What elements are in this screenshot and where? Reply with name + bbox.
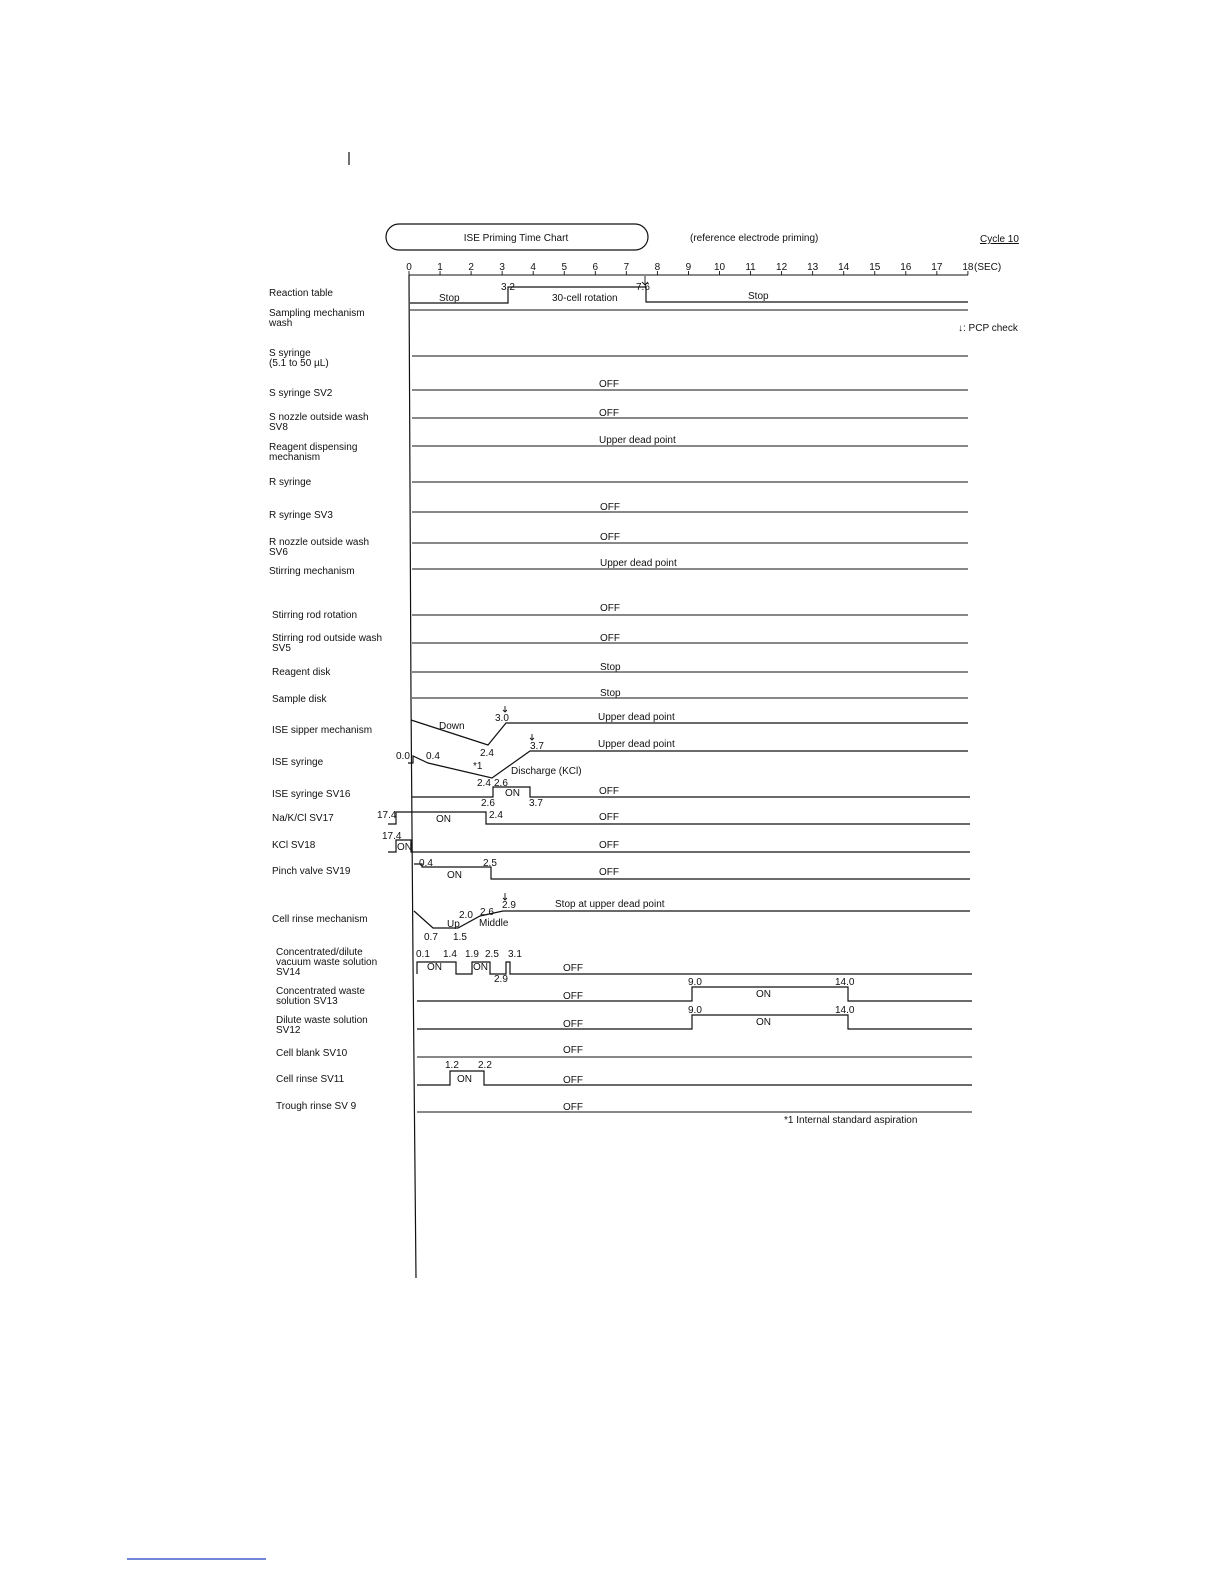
axis-tick-label: 0 (406, 262, 412, 273)
axis-tick-label: 11 (745, 262, 756, 273)
row-label: Dilute waste solution (276, 1015, 368, 1026)
sipper-t30: 3.0 (495, 713, 509, 724)
sv11-t12: 1.2 (445, 1060, 459, 1071)
row-label: SV6 (269, 547, 288, 558)
row-state-text: OFF (600, 532, 620, 543)
sv18-trace (388, 840, 970, 852)
sv13-trace (417, 987, 972, 1001)
row-label: Sample disk (272, 694, 327, 705)
row-label: Concentrated/dilute (276, 947, 363, 958)
row-label: S syringe (269, 348, 311, 359)
row-label: (5.1 to 50 µL) (269, 358, 329, 369)
syringe-t00: 0.0 (396, 751, 410, 762)
sv14-t31: 3.1 (508, 949, 522, 960)
row-label: R syringe SV3 (269, 510, 333, 521)
axis-tick-label: 16 (900, 262, 912, 273)
row-state-text: Upper dead point (599, 435, 676, 446)
axis-tick-label: 5 (561, 262, 568, 273)
reaction-table-trace (410, 287, 968, 303)
sipper-t24: 2.4 (480, 748, 494, 759)
pcp-arrow-icon (503, 893, 507, 900)
sv17-trace (388, 812, 970, 824)
axis-tick-label: 17 (931, 262, 943, 273)
row-label: Trough rinse SV 9 (276, 1101, 357, 1112)
row-state-text: OFF (599, 408, 619, 419)
time-axis (406, 262, 1001, 275)
footnote: *1 Internal standard aspiration (784, 1115, 918, 1126)
sv14-trace (417, 962, 972, 974)
row-label: Cell rinse SV11 (276, 1074, 345, 1085)
row-label: Stirring rod rotation (272, 610, 358, 621)
syringe-state: Upper dead point (598, 739, 675, 750)
row-label: Sampling mechanism (269, 308, 365, 319)
row-state-text: Stop (600, 662, 621, 673)
rinse-middle: Middle (479, 918, 509, 929)
row-labels (268, 288, 972, 1113)
time-zero-line (409, 275, 416, 1278)
sv17-t24: 2.4 (489, 810, 503, 821)
pcp-arrow-icon (530, 734, 534, 740)
axis-tick-label: 8 (654, 262, 661, 273)
syringe-t37: 3.7 (530, 741, 544, 752)
sv19-t25: 2.5 (483, 858, 497, 869)
rinse-up: Up (447, 919, 460, 930)
sv11-on: ON (457, 1074, 472, 1085)
row-label: SV12 (276, 1025, 301, 1036)
row-label: mechanism (269, 452, 321, 463)
sv14-t25: 2.5 (485, 949, 499, 960)
reaction-t2: 7.6 (636, 282, 650, 293)
row-state-text: Upper dead point (600, 558, 677, 569)
axis-tick-label: 4 (530, 262, 536, 273)
row-label: vacuum waste solution (276, 957, 378, 968)
rinse-t20: 2.0 (459, 910, 473, 921)
row-label: Concentrated waste (276, 986, 365, 997)
syringe-t26: 2.6 (494, 778, 508, 789)
row-label: Pinch valve SV19 (272, 866, 351, 877)
sv16-off: OFF (599, 786, 619, 797)
row-label: ISE syringe (272, 757, 324, 768)
row-label: KCl SV18 (272, 840, 316, 851)
row-state-text: Stop (600, 688, 621, 699)
row-label: Stirring rod outside wash (272, 633, 383, 644)
row-state-text: OFF (599, 379, 619, 390)
sv14-off: OFF (563, 963, 583, 974)
syringe-t24: 2.4 (477, 778, 491, 789)
sv18-on: ON (397, 842, 412, 853)
sv17-t174: 17.4 (377, 810, 397, 821)
row-label: S syringe SV2 (269, 388, 333, 399)
reaction-t1: 3.2 (501, 282, 515, 293)
row-label: R syringe (269, 477, 312, 488)
row-label: Cell rinse mechanism (272, 914, 368, 925)
sv18-off: OFF (599, 840, 619, 851)
sv19-trace (414, 864, 970, 879)
row-label: Na/K/Cl SV17 (272, 813, 334, 824)
row-label: Stirring mechanism (269, 566, 355, 577)
row-state-text: OFF (600, 603, 620, 614)
sv17-off: OFF (599, 812, 619, 823)
sv16-on: ON (505, 788, 520, 799)
sipper-down: Down (439, 721, 465, 732)
row-label: ISE syringe SV16 (272, 789, 351, 800)
sv11-trace (417, 1071, 972, 1085)
row-label: S nozzle outside wash (269, 412, 369, 423)
row-label: SV14 (276, 967, 301, 978)
sv16-t37: 3.7 (529, 798, 543, 809)
sv18-t174: 17.4 (382, 831, 402, 842)
axis-tick-label: 1 (437, 262, 443, 273)
rinse-t29: 2.9 (502, 900, 516, 911)
sv13-off: OFF (563, 991, 583, 1002)
sv11-t22: 2.2 (478, 1060, 492, 1071)
axis-tick-label: 13 (807, 262, 819, 273)
sv14-t14: 1.4 (443, 949, 457, 960)
reaction-rotation: 30-cell rotation (552, 293, 618, 304)
cycle-label: Cycle 10 (980, 234, 1019, 245)
row-state-text: OFF (563, 1045, 583, 1056)
sv12-on: ON (756, 1017, 771, 1028)
rinse-t07: 0.7 (424, 932, 438, 943)
syringe-discharge: Discharge (KCl) (511, 766, 582, 777)
sv19-off: OFF (599, 867, 619, 878)
axis-tick-label: 12 (776, 262, 788, 273)
sv13-t90: 9.0 (688, 977, 702, 988)
row-label: Reagent dispensing (269, 442, 358, 453)
axis-tick-label: 15 (869, 262, 881, 273)
sv14-on-1: ON (427, 962, 442, 973)
sv12-t90: 9.0 (688, 1005, 702, 1016)
pcp-arrow-icon (503, 706, 507, 712)
row-label: Reagent disk (272, 667, 331, 678)
row-state-text: OFF (600, 502, 620, 513)
axis-tick-label: 6 (592, 262, 599, 273)
reaction-stop-1: Stop (439, 293, 460, 304)
sv14-t29: 2.9 (494, 974, 508, 985)
sv14-t01: 0.1 (416, 949, 430, 960)
row-state-text: OFF (563, 1102, 583, 1113)
row-label: R nozzle outside wash (269, 537, 370, 548)
pcp-legend: ↓: PCP check (958, 323, 1018, 334)
sv19-t04: 0.4 (419, 858, 433, 869)
rinse-t26: 2.6 (480, 907, 494, 918)
sv12-t140: 14.0 (835, 1005, 855, 1016)
row-label: Reaction table (269, 288, 333, 299)
sv12-trace (417, 1015, 972, 1029)
axis-tick-label: 10 (713, 262, 726, 273)
axis-tick-label: 3 (499, 262, 505, 273)
axis-tick-label: 9 (685, 262, 692, 273)
chart-header (386, 224, 1019, 334)
sv19-on: ON (447, 870, 462, 881)
sv13-t140: 14.0 (835, 977, 855, 988)
pcp-arrows (503, 276, 648, 900)
sv14-on-2: ON (473, 962, 488, 973)
row-state-text: OFF (600, 633, 620, 644)
row-label: Cell blank SV10 (276, 1048, 348, 1059)
chart-title: ISE Priming Time Chart (463, 233, 569, 244)
sv14-t19: 1.9 (465, 949, 479, 960)
chart-subtitle: (reference electrode priming) (690, 233, 819, 244)
rinse-state: Stop at upper dead point (555, 899, 665, 910)
rinse-t15: 1.5 (453, 932, 467, 943)
row-label: wash (269, 318, 293, 329)
axis-tick-label: 14 (838, 262, 850, 273)
axis-tick-label: 7 (623, 262, 630, 273)
row-label: ISE sipper mechanism (272, 725, 373, 736)
sv13-on: ON (756, 989, 771, 1000)
sipper-star: *1 (473, 761, 483, 772)
row-label: SV5 (272, 643, 291, 654)
row-label: solution SV13 (276, 996, 338, 1007)
row-label: SV8 (269, 422, 288, 433)
axis-unit: (SEC) (974, 262, 1002, 273)
sv16-t26: 2.6 (481, 798, 495, 809)
axis-tick-label: 18 (962, 262, 974, 273)
syringe-t04: 0.4 (426, 751, 440, 762)
sv11-off: OFF (563, 1075, 583, 1086)
sv17-on: ON (436, 814, 451, 825)
reaction-stop-2: Stop (748, 291, 769, 302)
annotations (377, 282, 917, 1126)
sv12-off: OFF (563, 1019, 583, 1030)
axis-tick-label: 2 (468, 262, 474, 273)
sipper-state: Upper dead point (598, 712, 675, 723)
